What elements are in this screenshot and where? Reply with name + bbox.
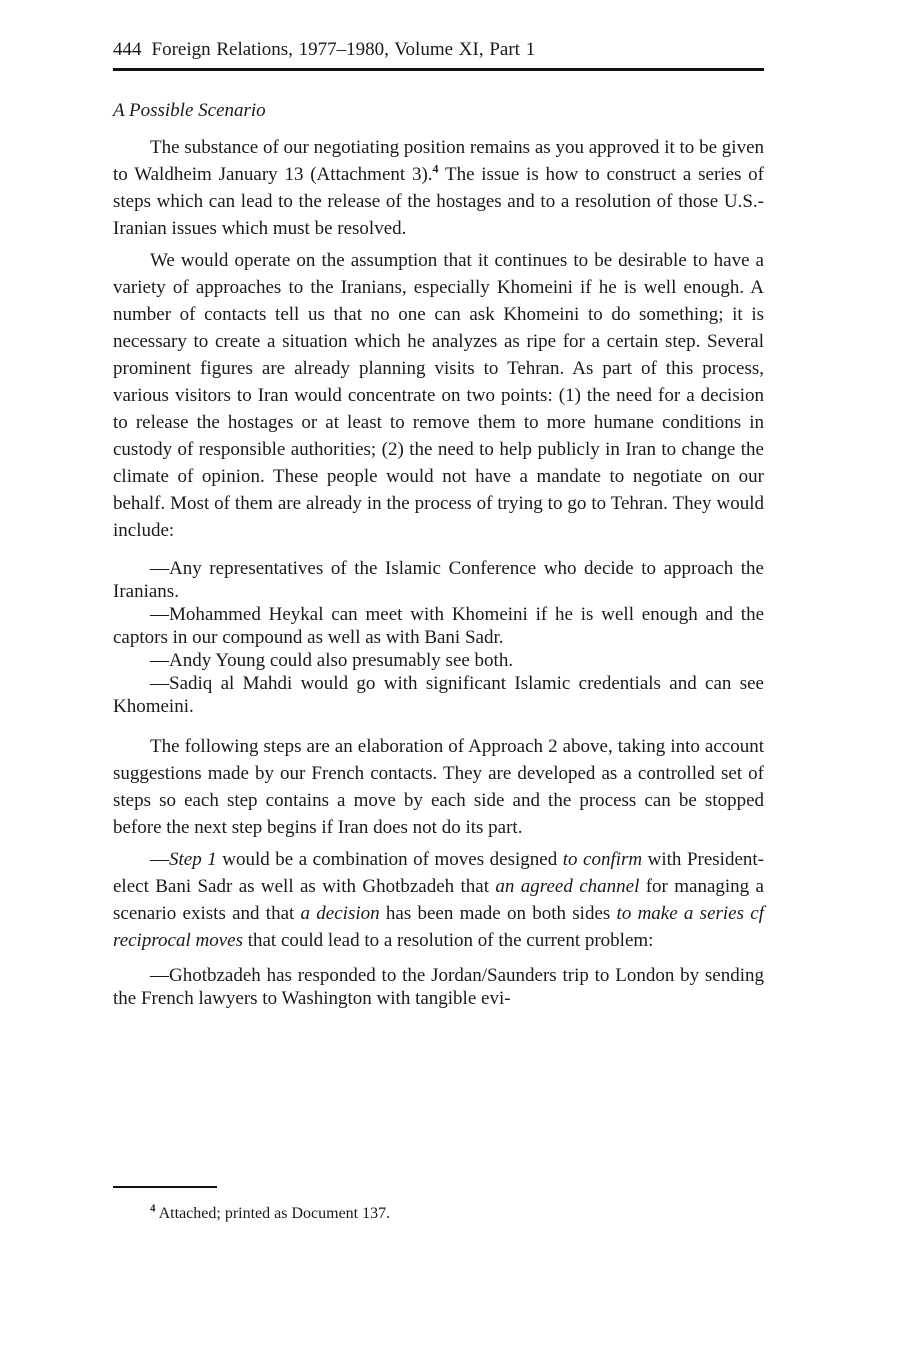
- list-item: —Any representatives of the Islamic Conference who decide to approach the Iranians.: [113, 558, 764, 602]
- last-block: [113, 964, 764, 1010]
- paragraph-1: [113, 134, 764, 242]
- paragraph-3: The following steps are an elaboration of Approach 2 above, taking into account suggestions made by our French contacts. They are developed as a controlled set of steps so each step contains a move by each side and the process can be stopped before the next step begins if Iran does not do its part.: [113, 736, 764, 838]
- paragraph-1-text: The substance of our negotiating position remains as you approved it to be given to Waldheim January 13 (Attachment 3).: [113, 137, 764, 185]
- text-run: with President-elect Bani Sadr as well as with Ghotbzadeh that: [113, 849, 764, 897]
- list-item: —Andy Young could also presumably see both.: [150, 650, 514, 671]
- emphasis: to make a series cf reciprocal moves: [113, 903, 764, 951]
- running-head: [113, 36, 764, 71]
- list-item: —Sadiq al Mahdi would go with significant Islamic credentials and can see Khomeini.: [113, 673, 764, 717]
- text-run: for managing a scenario exists and that: [113, 876, 764, 924]
- footnote-divider: [113, 1186, 217, 1188]
- text-run: that could lead to a resolution of the current problem:: [242, 930, 654, 951]
- text-run: would be a combination of moves designed: [216, 849, 563, 870]
- footnote-text: Attached; printed as Document 137.: [155, 1205, 391, 1222]
- paragraph-step-1: [113, 846, 764, 954]
- step-label: Step 1: [169, 849, 217, 870]
- list-item: —Mohammed Heykal can meet with Khomeini if he is well enough and the captors in our compound as well as with Bani Sadr.: [113, 604, 764, 648]
- page-number: 444: [113, 39, 142, 60]
- footnote: [150, 1203, 390, 1225]
- emphasis: to confirm: [562, 849, 643, 870]
- paragraph-5: —Ghotbzadeh has responded to the Jordan/Saunders trip to London by sending the French lawyers to Washington with tangible evi-: [113, 965, 764, 1009]
- footnote-number: 4: [150, 1202, 156, 1215]
- text-run: has been made on both sides: [379, 903, 617, 924]
- paragraph-2: We would operate on the assumption that it continues to be desirable to have a variety of approaches to the Iranians, especially Khomeini if he is well enough. A number of contacts tell us that no one can ask Khomeini to do something; it is necessary to create a situation which he analyzes as ripe for a certain step. Several prominent figures are already planning visits to Tehran. As part of this process, various visitors to Iran would concentrate on two points: (1) the need for a decision to release the hostages or at least to remove them to more humane conditions in custody of responsible authorities; (2) the need to help publicly in Iran to change the climate of opinion. These people would not have a mandate to negotiate on our behalf. Most of them are already in the process of trying to go to Tehran. They would include:: [113, 250, 764, 541]
- section-title: A Possible Scenario: [113, 100, 266, 121]
- emphasis: a decision: [300, 903, 380, 924]
- emphasis: an agreed channel: [495, 876, 640, 897]
- visitor-list: [113, 557, 764, 718]
- document-page: [113, 36, 764, 1010]
- dash: —: [150, 849, 169, 870]
- volume-title: Foreign Relations, 1977–1980, Volume XI, Part 1: [151, 39, 536, 60]
- paragraph-1-text-cont: The issue is how to construct a series of steps which can lead to the release of the hostages and to a resolution of those U.S.-Iranian issues which must be resolved.: [113, 164, 764, 239]
- footnote-ref: 4: [432, 161, 439, 176]
